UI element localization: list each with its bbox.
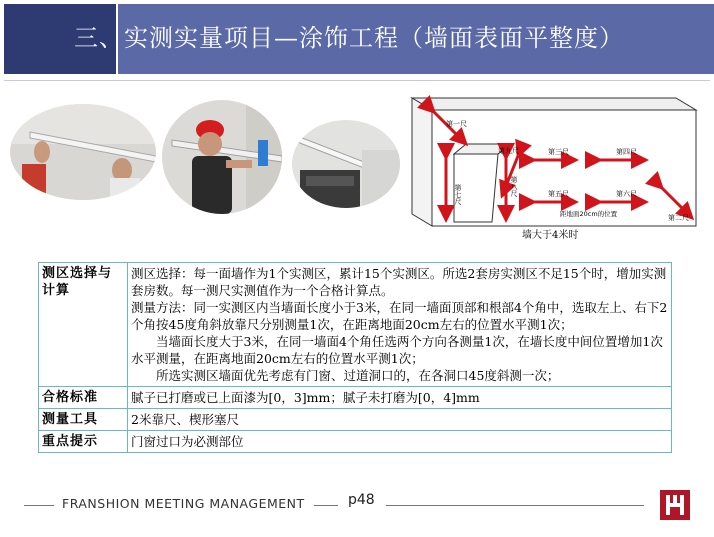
label-eighth-ruler-group: [510, 175, 518, 198]
photo-ruler-on-ceiling: [292, 120, 400, 208]
row-header-area-selection: 测区选择与计算: [39, 263, 128, 387]
label-seventh-ruler: 第七尺: [454, 184, 462, 205]
area-selection-line-3: 当墙面长度大于3米，在同一墙面4个角任选两个方向各测量1次，在墙长度中间位置增加1次水平测量，在距离地面20cm左右的位置水平测1次；: [131, 334, 663, 366]
tools-value: 2米靠尺、楔形塞尺: [128, 409, 672, 431]
wall-top-face: [412, 98, 696, 110]
qualification-value: 腻子已打磨或已上面漆为[0，3]mm；腻子未打磨为[0，4]mm: [128, 387, 672, 409]
label-fourth-ruler: 第四尺: [616, 148, 637, 156]
area-selection-line-2: 测量方法：同一实测区内当墙面长度小于3米，在同一墙面顶部和根部4个角中，选取左上、右下2个角按45度角斜放靠尺分别测量1次，在距离地面20cm左右的位置水平测1次；: [131, 300, 668, 332]
header-divider: [4, 80, 710, 81]
label-first-ruler: 第一尺: [446, 120, 467, 128]
area-selection-content: [128, 263, 672, 387]
photo-helmet-svg: [162, 100, 282, 214]
label-second-ruler: 第二尺: [668, 214, 689, 222]
franshion-logo-icon: [660, 490, 690, 520]
table-row-area-selection: [39, 263, 672, 387]
photo-worker-red-helmet: [162, 100, 282, 214]
table-row-qualification: [39, 387, 672, 409]
photo-workers-svg: [10, 104, 156, 200]
slide-header: [0, 0, 714, 76]
label-third-ruler: 第三尺: [548, 148, 569, 156]
footer-line-middle: [314, 505, 338, 506]
area-selection-line-4: 所选实测区墙面优先考虑有门窗、过道洞口的，在各洞口45度斜测一次；: [156, 368, 560, 383]
wall-measurement-diagram: [406, 92, 702, 242]
label-seventh-ruler-group: [454, 183, 462, 206]
footer-line-right: [386, 505, 644, 506]
table-row-tools: [39, 409, 672, 431]
label-distance-20cm: 距地面20cm的位置: [560, 210, 618, 218]
row-header-qualification: 合格标准: [39, 387, 128, 409]
photo-ceiling-svg: [292, 120, 400, 208]
table-row-key-tips: [39, 431, 672, 453]
row-header-tools: 测量工具: [39, 409, 128, 431]
row-header-key-tips: 重点提示: [39, 431, 128, 453]
key-tips-value: 门窗过口为必测部位: [128, 431, 672, 453]
area-selection-line-1: 测区选择：每一面墙作为1个实测区，累计15个实测区。所选2套房实测区不足15个时，增加实测套房数。每一测尺实测值作为一个合格计算点。: [131, 266, 667, 298]
footer-org-name: FRANSHION MEETING MANAGEMENT: [62, 496, 305, 511]
label-eighth-ruler: 第八尺: [510, 176, 518, 197]
label-ninth-ruler: 第九尺: [498, 147, 519, 155]
label-fifth-ruler: 第五尺: [548, 190, 569, 198]
footer-line-left: [24, 505, 54, 506]
label-sixth-ruler: 第六尺: [616, 190, 637, 198]
wall-side-face: [412, 98, 432, 226]
logo-mark: [660, 490, 690, 520]
diagram-caption: 墙大于4米时: [522, 230, 579, 241]
photo-workers-measuring-wall: [10, 104, 156, 200]
measurement-table: [38, 262, 672, 453]
page-number: p48: [348, 492, 375, 508]
slide-title: 三、实测实量项目—涂饰工程（墙面表面平整度）: [74, 24, 624, 52]
slide-footer: [0, 488, 714, 528]
